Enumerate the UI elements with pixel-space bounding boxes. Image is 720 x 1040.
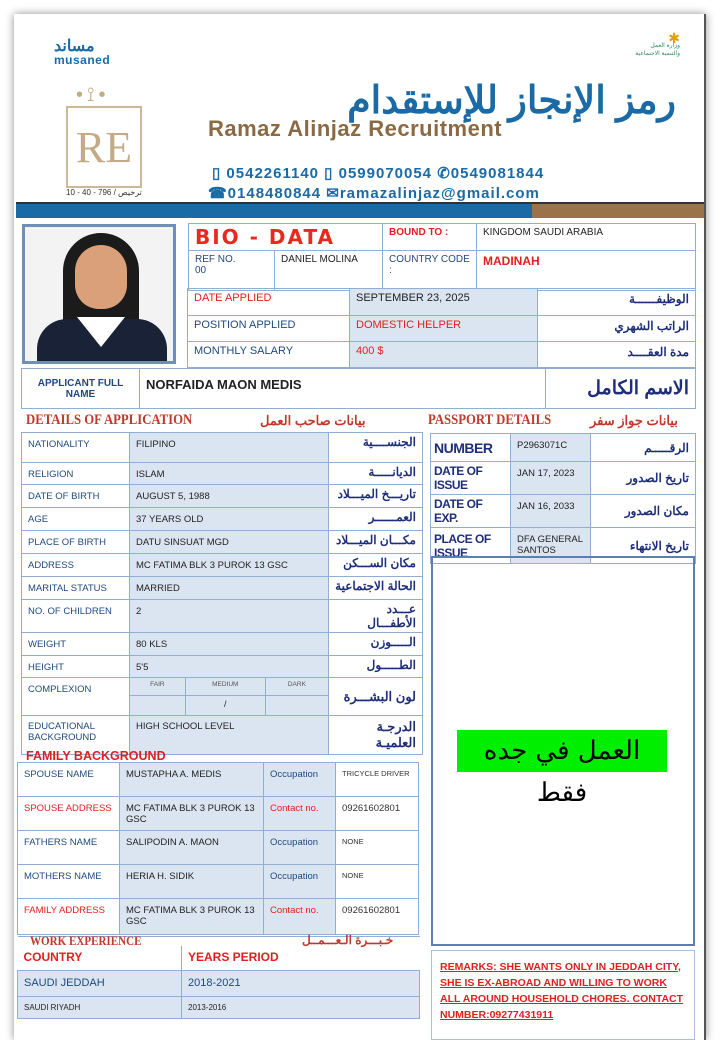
complexion-mark (265, 696, 328, 716)
agency-name-en: Ramaz Alinjaz Recruitment (208, 116, 503, 141)
family-sub-value: 09261602801 (336, 899, 419, 935)
work-header-years: YEARS PERIOD (182, 946, 420, 970)
work-header-row (18, 946, 420, 970)
detail-label: MARITAL STATUS (22, 577, 130, 600)
detail-label-ar: الطـــــول (329, 656, 423, 678)
details-row (22, 508, 423, 531)
details-row (22, 600, 423, 633)
palm-icon: ✱ (668, 30, 680, 46)
passport-value: DFA GENERAL SANTOS (511, 528, 591, 564)
complexion-mark (130, 696, 186, 716)
detail-value: 80 KLS (130, 633, 329, 656)
detail-label-ar: العمــــــر (329, 508, 423, 531)
detail-label: AGE (22, 508, 130, 531)
passport-row (431, 434, 696, 462)
passport-section-title: PASSPORT DETAILS (428, 412, 552, 428)
family-sub-label: Occupation (264, 831, 336, 865)
position-applied-value: DOMESTIC HELPER (350, 316, 538, 342)
family-label: SPOUSE NAME (18, 763, 120, 797)
musaned-logo-en: musaned (54, 53, 111, 67)
family-sub-value: NONE (336, 865, 419, 899)
detail-value: 5'5 (130, 656, 329, 678)
passport-label-ar: الرقـــــم (591, 434, 696, 462)
details-row (22, 577, 423, 600)
work-country: SAUDI JEDDAH (18, 970, 182, 996)
family-sub-label: Occupation (264, 763, 336, 797)
applicant-name-label: APPLICANT FULL NAME (22, 369, 140, 409)
education-value: HIGH SCHOOL LEVEL (130, 716, 329, 755)
work-table (17, 946, 420, 1019)
monthly-salary-ar: مدة العقــــد (538, 342, 696, 368)
education-label: EDUCATIONAL BACKGROUND (22, 716, 130, 755)
family-sub-label: Contact no. (264, 797, 336, 831)
complexion-label-ar: لون البشـــرة (329, 678, 423, 716)
application-table (187, 288, 696, 368)
passport-section-title-ar: بيانات جواز سفر (590, 413, 678, 428)
date-applied-value: SEPTEMBER 23, 2025 (350, 289, 538, 316)
work-row (18, 970, 420, 996)
details-row (22, 463, 423, 485)
detail-label-ar: مكان الســـكن (329, 554, 423, 577)
bound-to-value: KINGDOM SAUDI ARABIA (477, 224, 696, 251)
passport-value: JAN 16, 2033 (511, 495, 591, 528)
family-sub-label: Contact no. (264, 899, 336, 935)
detail-label-ar: الحالة الاجتماعية (329, 577, 423, 600)
passport-label: DATE OF ISSUE (431, 462, 511, 495)
complexion-mark: / (185, 696, 265, 716)
header-bar-blue (16, 204, 532, 218)
work-country: SAUDI RIYADH (18, 996, 182, 1018)
detail-value: 2 (130, 600, 329, 633)
monthly-salary-label: MONTHLY SALARY (188, 342, 350, 368)
family-row (18, 899, 419, 935)
work-row (18, 996, 420, 1018)
family-label: MOTHERS NAME (18, 865, 120, 899)
agency-header (16, 16, 704, 218)
details-row (22, 433, 423, 463)
family-row (18, 831, 419, 865)
family-label: FATHERS NAME (18, 831, 120, 865)
passport-table (430, 433, 696, 564)
passport-label-ar: تاريخ الانتهاء (591, 528, 696, 564)
family-value: MC FATIMA BLK 3 PUROK 13 GSC (120, 797, 264, 831)
family-sub-value: NONE (336, 831, 419, 865)
details-section-title: DETAILS OF APPLICATION (26, 412, 193, 428)
detail-label: PLACE OF BIRTH (22, 531, 130, 554)
detail-label-ar: تاريـــخ الميـــلاد (329, 485, 423, 508)
detail-label: HEIGHT (22, 656, 130, 678)
detail-label: ADDRESS (22, 554, 130, 577)
family-table (17, 762, 419, 935)
detail-value: 37 YEARS OLD (130, 508, 329, 531)
detail-value: FILIPINO (130, 433, 329, 463)
people-figures-icon: •⟟• (76, 84, 110, 106)
family-sub-label: Occupation (264, 865, 336, 899)
position-applied-ar: الراتب الشهري (538, 316, 696, 342)
monthly-salary-value: 400 $ (350, 342, 538, 368)
agency-logo: RE (66, 106, 142, 188)
details-row (22, 656, 423, 678)
family-row (18, 797, 419, 831)
family-label: SPOUSE ADDRESS (18, 797, 120, 831)
passport-label: DATE OF EXP. (431, 495, 511, 528)
jeddah-only-note: العمل في جده فقط (457, 730, 667, 772)
ministry-logo: ✱ وزارة العمل والتنمية الاجتماعية (635, 30, 680, 57)
work-years: 2018-2021 (182, 970, 420, 996)
passport-label: NUMBER (431, 434, 511, 462)
family-value: MUSTAPHA A. MEDIS (120, 763, 264, 797)
passport-label-ar: مكان الصدور (591, 495, 696, 528)
musaned-logo-ar: مساند (54, 38, 95, 55)
applicant-name-ar: الاسم الكامل (546, 369, 696, 409)
family-row (18, 865, 419, 899)
header-bar-brown (532, 204, 704, 218)
remarks-text: REMARKS: SHE WANTS ONLY IN JEDDAH CITY, SHE IS EX-ABROAD AND WILLING TO WORK ALL AROUND HOUSEHOLD CHORES. CONTACT NUMBER:09277431911 (440, 961, 684, 1021)
passport-label: PLACE OF ISSUE (431, 528, 511, 564)
license-number: ترخيص / 796 - 40 - 10 (66, 188, 142, 197)
work-section-title-ar: خـبـــرة الـعـــمــل (302, 933, 394, 947)
country-code-value: MADINAH (477, 251, 696, 291)
passport-label-ar: تاريخ الصدور (591, 462, 696, 495)
date-applied-label: DATE APPLIED (188, 289, 350, 316)
family-sub-value: TRICYCLE DRIVER (336, 763, 419, 797)
complexion-option-dark: DARK (265, 678, 328, 696)
education-label-ar: الدرجـة العلميـة (329, 716, 423, 755)
details-row (22, 633, 423, 656)
detail-label-ar: الجنســــية (329, 433, 423, 463)
details-table (21, 432, 423, 755)
family-sub-value: 09261602801 (336, 797, 419, 831)
passport-value: JAN 17, 2023 (511, 462, 591, 495)
phone-numbers: ▯ 0542261140 ▯ 0599070054 ✆0549081844 (212, 165, 545, 182)
remarks-box (431, 950, 695, 1040)
family-label: FAMILY ADDRESS (18, 899, 120, 935)
details-section-title-ar: بيانات صاحب العمل (260, 413, 366, 428)
detail-label: NATIONALITY (22, 433, 130, 463)
bound-to-label: BOUND TO : (383, 224, 477, 251)
detail-value: ISLAM (130, 463, 329, 485)
family-section-title: FAMILY BACKGROUND (26, 749, 166, 763)
complexion-option-fair: FAIR (130, 678, 186, 696)
work-years: 2013-2016 (182, 996, 420, 1018)
landline-email: ☎0148480844 ✉ramazalinjaz@gmail.com (208, 185, 540, 202)
date-applied-ar: الوظيفــــــة (538, 289, 696, 316)
agency-name-ar: رمز الإنجاز للإستقدام (347, 80, 676, 122)
detail-value: MARRIED (130, 577, 329, 600)
complexion-option-medium: MEDIUM (185, 678, 265, 696)
passport-row (431, 462, 696, 495)
detail-label-ar: الديانـــــة (329, 463, 423, 485)
bio-data-table (188, 223, 696, 291)
bio-data-title: BIO - DATA (189, 224, 383, 251)
work-section-title: WORK EXPERIENCE (30, 933, 142, 948)
detail-label: WEIGHT (22, 633, 130, 656)
position-applied-label: POSITION APPLIED (188, 316, 350, 342)
family-row (18, 763, 419, 797)
ref-no-cell: REF NO. 00 (189, 251, 275, 291)
family-value: MC FATIMA BLK 3 PUROK 13 GSC (120, 899, 264, 935)
details-row (22, 554, 423, 577)
applicant-name-value: NORFAIDA MAON MEDIS (140, 369, 546, 409)
detail-label: DATE OF BIRTH (22, 485, 130, 508)
family-value: HERIA H. SIDIK (120, 865, 264, 899)
complexion-label: COMPLEXION (22, 678, 130, 716)
detail-value: DATU SINSUAT MGD (130, 531, 329, 554)
agent-name: DANIEL MOLINA (275, 251, 383, 291)
applicant-photo (22, 224, 176, 364)
details-row (22, 485, 423, 508)
detail-label: NO. OF CHILDREN (22, 600, 130, 633)
detail-label-ar: الـــــوزن (329, 633, 423, 656)
passport-value: P2963071C (511, 434, 591, 462)
detail-label-ar: عـــدد الأطفـــال (329, 600, 423, 633)
detail-label-ar: مكـــان الميـــلاد (329, 531, 423, 554)
detail-value: MC FATIMA BLK 3 PUROK 13 GSC (130, 554, 329, 577)
country-code-label: COUNTRY CODE : (383, 251, 477, 291)
detail-label: RELIGION (22, 463, 130, 485)
family-value: SALIPODIN A. MAON (120, 831, 264, 865)
passport-row (431, 495, 696, 528)
complexion-row (22, 678, 423, 696)
details-row (22, 531, 423, 554)
applicant-name-table (21, 368, 696, 409)
detail-value: AUGUST 5, 1988 (130, 485, 329, 508)
work-header-country: COUNTRY (18, 946, 182, 970)
